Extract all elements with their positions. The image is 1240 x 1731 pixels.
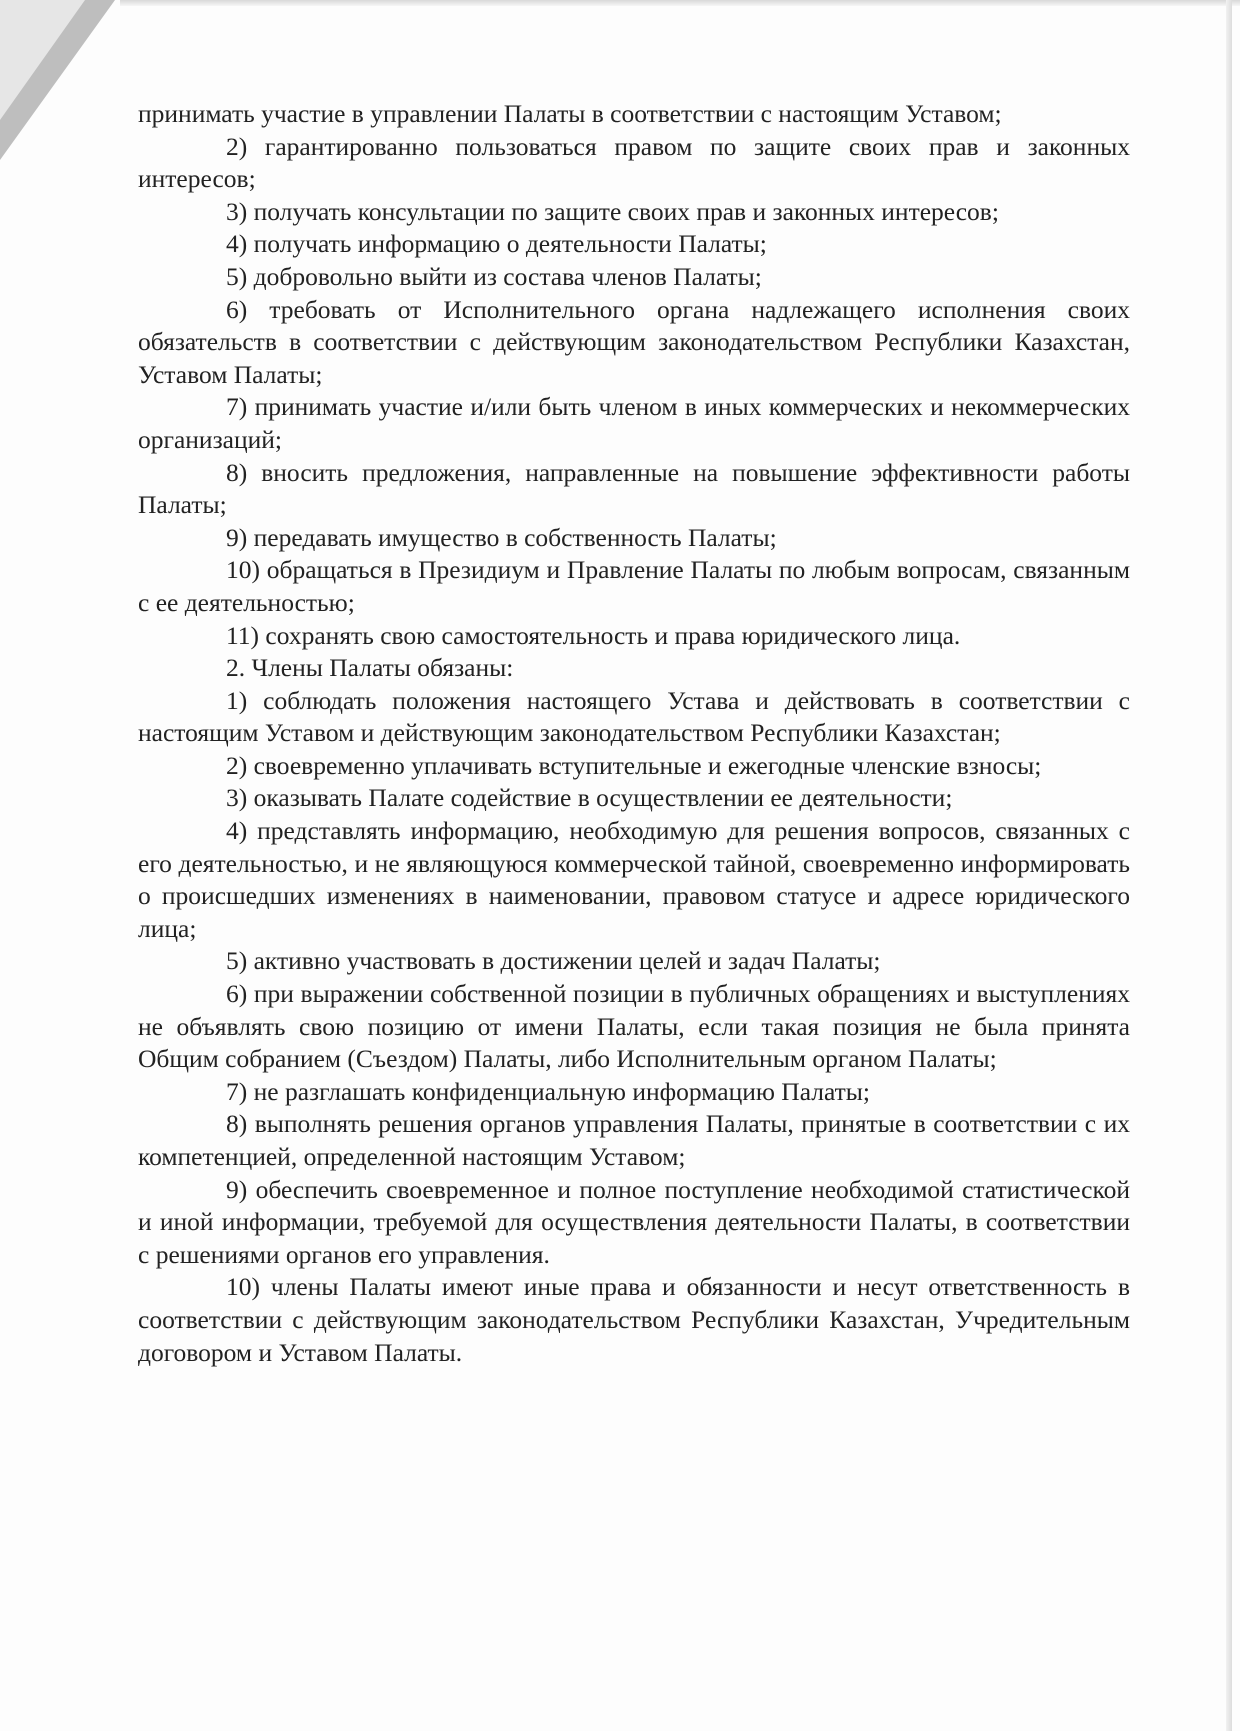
- obligation-item-10: 10) члены Палаты имеют иные права и обязанности и несут ответственность в соответствии с действующим законодательством Республики Казахстан, Учредительным договором и Уставом Палаты.: [138, 1272, 1130, 1367]
- section-heading-obligations: 2. Члены Палаты обязаны:: [226, 653, 514, 683]
- page-right-edge: [1226, 0, 1232, 1731]
- right-item-11: 11) сохранять свою самостоятельность и права юридического лица.: [226, 620, 961, 650]
- right-item-4: 4) получать информацию о деятельности Палаты;: [226, 229, 767, 259]
- obligation-item-2: 2) своевременно уплачивать вступительные и ежегодные членские взносы;: [226, 750, 1042, 780]
- obligation-item-7: 7) не разглашать конфиденциальную информацию Палаты;: [226, 1076, 870, 1106]
- right-item-10: 10) обращаться в Президиум и Правление Палаты по любым вопросам, связанным с ее деятельностью;: [138, 555, 1130, 617]
- obligation-item-5: 5) активно участвовать в достижении целей и задач Палаты;: [226, 946, 881, 976]
- folded-corner-inner: [0, 0, 85, 120]
- obligation-item-4: 4) представлять информацию, необходимую для решения вопросов, связанных с его деятельностью, и не являющуюся коммерческой тайной, своевременно информировать о происшедших изменениях в наименовании, правовом статусе и адресе юридического лица;: [138, 816, 1130, 943]
- paragraph-continuation: принимать участие в управлении Палаты в соответствии с настоящим Уставом;: [138, 99, 1002, 128]
- obligation-item-6: 6) при выражении собственной позиции в публичных обращениях и выступлениях не объявлять свою позицию от имени Палаты, если такая позиция не была принята Общим собранием (Съездом) Палаты, либо Исполнительным органом Палаты;: [138, 979, 1130, 1074]
- right-item-7: 7) принимать участие и/или быть членом в иных коммерческих и некоммерческих организаций;: [138, 392, 1130, 454]
- obligation-item-8: 8) выполнять решения органов управления Палаты, принятые в соответствии с их компетенцией, определенной настоящим Уставом;: [138, 1109, 1130, 1171]
- right-item-9: 9) передавать имущество в собственность Палаты;: [226, 522, 777, 552]
- document-body: [138, 98, 1130, 1369]
- right-item-6: 6) требовать от Исполнительного органа надлежащего исполнения своих обязательств в соответствии с действующим законодательством Республики Казахстан, Уставом Палаты;: [138, 294, 1130, 389]
- obligation-item-9: 9) обеспечить своевременное и полное поступление необходимой статистической и иной информации, требуемой для осуществления деятельности Палаты, в соответствии с решениями органов его управления.: [138, 1174, 1130, 1269]
- right-item-2: 2) гарантированно пользоваться правом по защите своих прав и законных интересов;: [138, 131, 1130, 194]
- right-item-3: 3) получать консультации по защите своих прав и законных интересов;: [226, 196, 999, 226]
- right-item-8: 8) вносить предложения, направленные на повышение эффективности работы Палаты;: [138, 457, 1130, 520]
- obligation-item-3: 3) оказывать Палате содействие в осуществлении ее деятельности;: [226, 783, 953, 813]
- right-item-5: 5) добровольно выйти из состава членов Палаты;: [226, 261, 762, 291]
- page-top-shadow: [120, 0, 1240, 6]
- obligation-item-1: 1) соблюдать положения настоящего Устава и действовать в соответствии с настоящим Уставом и действующим законодательством Республики Казахстан;: [138, 685, 1130, 748]
